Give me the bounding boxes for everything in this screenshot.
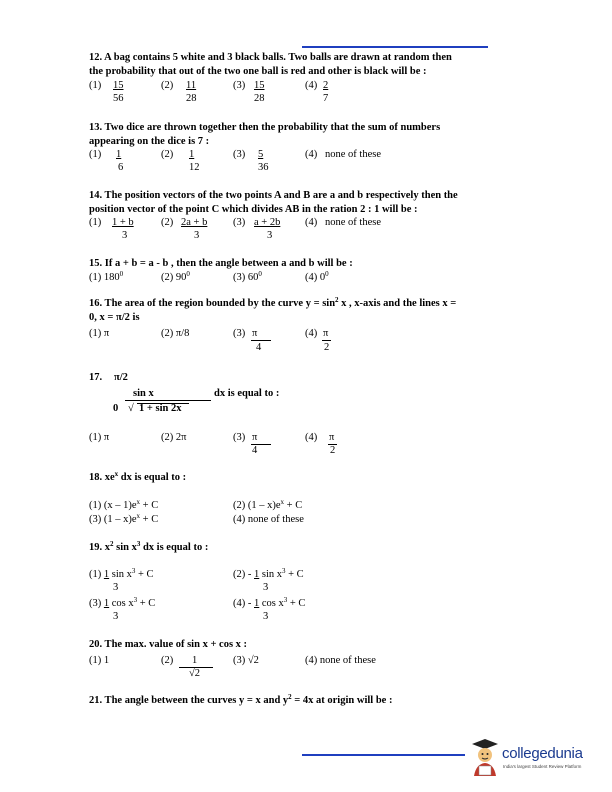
- q17-option-4-num: π: [329, 432, 335, 443]
- q18-option-4: (4) none of these: [233, 514, 304, 525]
- q17-fraction-bar: [125, 400, 211, 401]
- q17-option-3-num: π: [252, 432, 258, 443]
- q20-option-1: (1) 1: [89, 655, 110, 666]
- q15-option-2: (2) $90^0$: [161, 270, 190, 283]
- q16-option-4-den: 2: [324, 342, 330, 353]
- q15-option-1: (1) $180^0$: [89, 270, 124, 283]
- q14-option-2-num: 2a + b: [181, 217, 208, 228]
- q13-option-2-den: 12: [189, 162, 200, 173]
- top-rule: [302, 46, 488, 48]
- q20-option-2-num: 1: [192, 655, 198, 666]
- q13-option-2-num: 1: [189, 149, 195, 160]
- q20-option-2-den: √2: [189, 668, 201, 679]
- q12-stem-line1: 12. A bag contains 5 white and 3 black balls. Two balls are drawn at random then: [89, 52, 452, 63]
- q17-upper-limit: π/2: [114, 372, 128, 383]
- q15-option-3: (3) $60^0$: [233, 270, 262, 283]
- q12-option-4-label: (4): [305, 80, 318, 91]
- q12-option-1-den: 56: [113, 93, 124, 104]
- q19-option-1: (1) 1 $\sin x^3 + C$: [89, 567, 154, 580]
- q14-option-3-den: 3: [267, 230, 273, 241]
- q20-option-4: (4) none of these: [305, 655, 376, 666]
- q18-option-1: (1) $(x - 1)e^x + C$: [89, 498, 159, 511]
- q20-option-2-label: (2): [161, 655, 174, 666]
- q16-option-3-den: 4: [256, 342, 262, 353]
- q14-option-3-num: a + 2b: [254, 217, 281, 228]
- q14-stem-line1: 14. The position vectors of the two points A and B are a and b respectively then the: [89, 190, 458, 201]
- q17-option-3-den: 4: [252, 445, 258, 456]
- q14-option-2-den: 3: [194, 230, 200, 241]
- brand-tagline: India's largest Student Review Platform: [503, 764, 582, 769]
- q19-option-2-den: 3: [263, 582, 269, 593]
- q17-option-3-label: (3): [233, 432, 246, 443]
- q13-option-3-num: 5: [258, 149, 264, 160]
- q16-option-1: (1) π: [89, 328, 110, 339]
- q13-stem-line2: appearing on the dice is 7 :: [89, 136, 210, 147]
- q19-option-2: (2) - 1 $\sin x^3 + C$: [233, 567, 304, 580]
- q19-option-3-den: 3: [113, 611, 119, 622]
- q13-option-2-label: (2): [161, 149, 174, 160]
- q12-option-2-den: 28: [186, 93, 197, 104]
- q14-option-4-text: none of these: [325, 217, 381, 228]
- q16-stem-line1: 16. The area of the region bounded by the curve $y = \sin^2 x$ , x-axis and the lines x =: [89, 296, 457, 309]
- q14-option-2-label: (2): [161, 217, 174, 228]
- q12-option-4-den: 7: [323, 93, 329, 104]
- q19-option-1-den: 3: [113, 582, 119, 593]
- q12-option-1-label: (1): [89, 80, 102, 91]
- q18-option-2: (2) $(1 - x)e^x + C$: [233, 498, 303, 511]
- q16-stem-line2: 0, x = π/2 is: [89, 312, 140, 323]
- q18-option-3: (3) $(1 - x)e^x + C$: [89, 512, 159, 525]
- q16-option-2: (2) π/8: [161, 328, 190, 339]
- q13-option-1-den: 6: [118, 162, 124, 173]
- q14-stem-line2: position vector of the point C which divides AB in the ration 2 : 1 will be :: [89, 204, 418, 215]
- q17-option-1: (1) π: [89, 432, 110, 443]
- q13-option-1-label: (1): [89, 149, 102, 160]
- q16-option-4-num: π: [323, 328, 329, 339]
- q16-option-3-label: (3): [233, 328, 246, 339]
- q12-option-4-num: 2: [323, 80, 329, 91]
- q14-option-1-label: (1): [89, 217, 102, 228]
- q17-number: 17.: [89, 372, 103, 383]
- q20-option-3: (3) √2: [233, 655, 259, 666]
- q17-root-sign: √: [128, 403, 134, 414]
- q16-option-4-label: (4): [305, 328, 318, 339]
- q13-stem-line1: 13. Two dice are thrown together then the probability that the sum of numbers: [89, 122, 441, 133]
- q13-option-4-label: (4): [305, 149, 318, 160]
- q21-stem: 21. The angle between the curves y = x and $y^2 = 4x$ at origin will be :: [89, 693, 393, 706]
- q12-option-3-den: 28: [254, 93, 265, 104]
- q12-option-2-label: (2): [161, 80, 174, 91]
- q13-option-3-den: 36: [258, 162, 269, 173]
- q20-stem: 20. The max. value of sin x + cos x :: [89, 639, 248, 650]
- q17-option-2: (2) 2π: [161, 432, 187, 443]
- q14-option-3-label: (3): [233, 217, 246, 228]
- q15-option-4: (4) $0^0$: [305, 270, 329, 283]
- q12-option-2-num: 11: [186, 80, 197, 91]
- q17-lower-limit: 0: [113, 403, 119, 414]
- q17-denominator: 1 + sin 2x: [139, 403, 182, 414]
- q17-option-4-label: (4): [305, 432, 318, 443]
- q16-option-3-num: π: [252, 328, 258, 339]
- q14-option-1-num: 1 + b: [112, 217, 134, 228]
- q12-option-3-num: 15: [254, 80, 265, 91]
- q17-numerator: sin x: [133, 388, 154, 399]
- brand-name: collegedunia: [502, 745, 583, 762]
- q17-tail: dx is equal to :: [214, 388, 280, 399]
- q13-option-1-num: 1: [116, 149, 122, 160]
- q17-option-4-den: 2: [330, 445, 336, 456]
- q12-option-1-num: 15: [113, 80, 124, 91]
- q14-option-4-label: (4): [305, 217, 318, 228]
- q19-stem: 19. $x^2$ $\sin x^3$ dx is equal to :: [89, 540, 209, 553]
- q12-option-3-label: (3): [233, 80, 246, 91]
- mascot-icon: [468, 738, 502, 778]
- q19-option-4: (4) - 1 $\cos x^3 + C$: [233, 596, 306, 609]
- collegedunia-logo[interactable]: [468, 738, 598, 778]
- q19-option-4-den: 3: [263, 611, 269, 622]
- q15-stem: 15. If a + b = a - b , then the angle between a and b will be :: [89, 258, 353, 269]
- q14-option-1-den: 3: [122, 230, 128, 241]
- q12-stem-line2: the probability that out of the two one ball is red and other is black will be :: [89, 66, 427, 77]
- q19-option-3: (3) 1 $\cos x^3 + C$: [89, 596, 156, 609]
- q13-option-4-text: none of these: [325, 149, 381, 160]
- q13-option-3-label: (3): [233, 149, 246, 160]
- q18-stem: 18. $xe^x$ dx is equal to :: [89, 470, 187, 483]
- footer-rule: [302, 754, 465, 756]
